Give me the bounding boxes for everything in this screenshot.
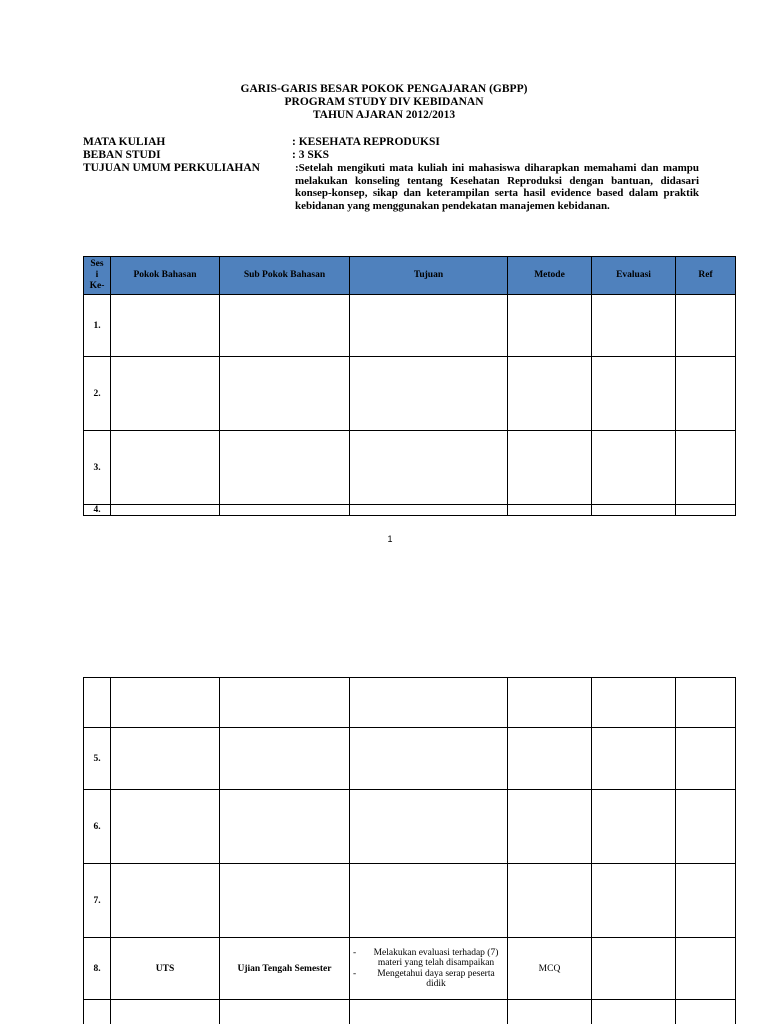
mata-kuliah-value: : KESEHATA REPRODUKSI (292, 136, 440, 148)
beban-studi-label: BEBAN STUDI (83, 149, 161, 161)
gbpp-table-page-2 (83, 677, 736, 1024)
tujuan-umum-label: TUJUAN UMUM PERKULIAHAN (83, 162, 260, 174)
table-row-uts (84, 938, 736, 1000)
tujuan-item: - Mengetahui daya serap peserta didik (352, 969, 505, 990)
tujuan-list (352, 948, 505, 990)
table-row (84, 431, 736, 505)
ref-cell (676, 938, 736, 1000)
table-row (84, 1000, 736, 1024)
sesi-cell: 2. (84, 357, 111, 431)
table-row (84, 728, 736, 790)
document-title (0, 83, 768, 122)
header-pokok-bahasan: Pokok Bahasan (111, 257, 220, 295)
sesi-cell: 8. (84, 938, 111, 1000)
evaluasi-cell (592, 938, 676, 1000)
table-row (84, 357, 736, 431)
pokok-bahasan-cell: UTS (111, 938, 220, 1000)
header-sub-pokok-bahasan: Sub Pokok Bahasan (220, 257, 350, 295)
mata-kuliah-label: MATA KULIAH (83, 136, 166, 148)
table-row (84, 505, 736, 516)
sub-pokok-bahasan-cell: Ujian Tengah Semester (220, 938, 350, 1000)
table-row (84, 864, 736, 938)
table-row (84, 790, 736, 864)
tujuan-cell (350, 938, 508, 1000)
page-number: 1 (387, 534, 393, 544)
header-ref: Ref (676, 257, 736, 295)
sesi-cell: 7. (84, 864, 111, 938)
title-line-3: TAHUN AJARAN 2012/2013 (312, 109, 456, 121)
table-header-row (84, 257, 736, 295)
sesi-cell: 5. (84, 728, 111, 790)
beban-studi-value: : 3 SKS (292, 149, 330, 161)
sesi-cell: 1. (84, 295, 111, 357)
metode-cell: MCQ (508, 938, 592, 1000)
gbpp-table-page-1 (83, 256, 736, 516)
sesi-cell: 4. (84, 505, 111, 516)
tujuan-item: - Melakukan evaluasi terhadap (7) materi yang telah disampaikan (352, 948, 505, 969)
header-tujuan: Tujuan (350, 257, 508, 295)
header-metode: Metode (508, 257, 592, 295)
title-line-2: PROGRAM STUDY DIV KEBIDANAN (284, 96, 484, 108)
sesi-cell: 6. (84, 790, 111, 864)
table-row-continued (84, 678, 736, 728)
header-sesi: Ses i Ke- (84, 257, 111, 295)
title-line-1: GARIS-GARIS BESAR POKOK PENGAJARAN (GBPP) (240, 83, 528, 95)
header-evaluasi: Evaluasi (592, 257, 676, 295)
sesi-cell: 3. (84, 431, 111, 505)
tujuan-umum-text: :Setelah mengikuti mata kuliah ini mahasiswa diharapkan memahami dan mampu melakukan konseling tentang Kesehatan Reproduksi dengan bantuan, didasari konsep-konsep, sikap dan keterampilan serta hasil evidence based dalam praktik kebidanan yang menggunakan pendekatan manajemen kebidanan. (295, 162, 699, 212)
table-row (84, 295, 736, 357)
